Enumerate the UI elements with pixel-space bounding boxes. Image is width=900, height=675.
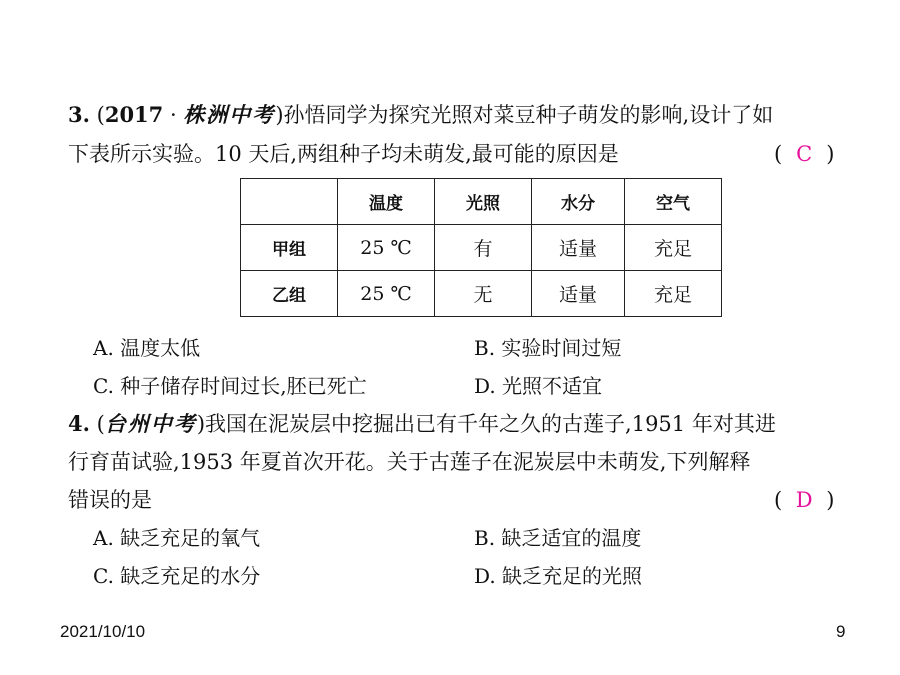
table-header-cell: 光照 [435,179,532,225]
table-header-cell: 空气 [625,179,722,225]
table-header-cell: 温度 [338,179,435,225]
q4-answer-close: ) [826,488,835,512]
q4-option-a: A. 缺乏充足的氧气 [93,526,261,550]
q3-option-c: C. 种子储存时间过长,胚已死亡 [93,374,367,398]
table-cell: 充足 [625,225,722,271]
table-header-cell: 水分 [532,179,625,225]
q4-option-b: B. 缺乏适宜的温度 [474,526,642,550]
table-cell: 充足 [625,271,722,317]
q4-number: 4. [68,411,90,436]
q4-answer: D [795,488,813,512]
table-cell: 25 ℃ [338,225,435,271]
table-row-label: 甲组 [241,225,338,271]
table-cell: 无 [435,271,532,317]
q3-source-sep: · [163,103,184,127]
table-row [241,225,722,271]
q3-answer: C [796,142,813,166]
experiment-table [240,178,722,317]
q4-line-2 [68,447,860,477]
q4-line-3 [68,485,860,515]
table-cell: 25 ℃ [338,271,435,317]
q3-text-line-2: 下表所示实验。10 天后,两组种子均未萌发,最可能的原因是 [68,142,619,166]
q3-source-name: 株洲中考 [183,102,276,127]
table-header-row [241,179,722,225]
q3-text-line-1: 孙悟同学为探究光照对菜豆种子萌发的影响,设计了如 [283,103,774,127]
table-header-cell [241,179,338,225]
table-row-label: 乙组 [241,271,338,317]
q3-number: 3. [68,102,90,127]
q3-line-1 [68,100,860,130]
q3-line-2 [68,139,860,169]
q4-source-close: ) [196,412,206,436]
table-cell: 适量 [532,271,625,317]
table-cell: 有 [435,225,532,271]
q3-option-d: D. 光照不适宜 [474,374,603,398]
q4-option-d: D. 缺乏充足的光照 [474,564,643,588]
q3-option-b: B. 实验时间过短 [474,336,622,360]
table-cell: 适量 [532,225,625,271]
q3-source-close: ) [275,103,284,127]
q3-source-year: 2017 [104,102,164,127]
q4-text-line-1: 我国在泥炭层中挖掘出已有千年之久的古莲子,1951 年对其进 [205,412,776,436]
q3-answer-bracket [774,139,834,169]
q4-source-name: 台州中考 [104,411,197,436]
q4-answer-bracket [774,485,834,515]
q3-answer-open: ( [774,142,783,166]
table-row [241,271,722,317]
footer-date: 2021/10/10 [60,622,146,641]
q3-answer-close: ) [826,142,835,166]
q4-answer-open: ( [774,488,783,512]
q3-source-open: ( [96,103,105,127]
q4-option-c: C. 缺乏充足的水分 [93,564,261,588]
q4-line-1 [68,409,860,439]
q4-text-line-2: 行育苗试验,1953 年夏首次开花。关于古莲子在泥炭层中未萌发,下列解释 [68,450,751,474]
q4-source-open: ( [96,412,105,436]
q4-text-line-3: 错误的是 [68,488,152,512]
q3-option-a: A. 温度太低 [93,336,201,360]
page-number: 9 [836,622,846,641]
